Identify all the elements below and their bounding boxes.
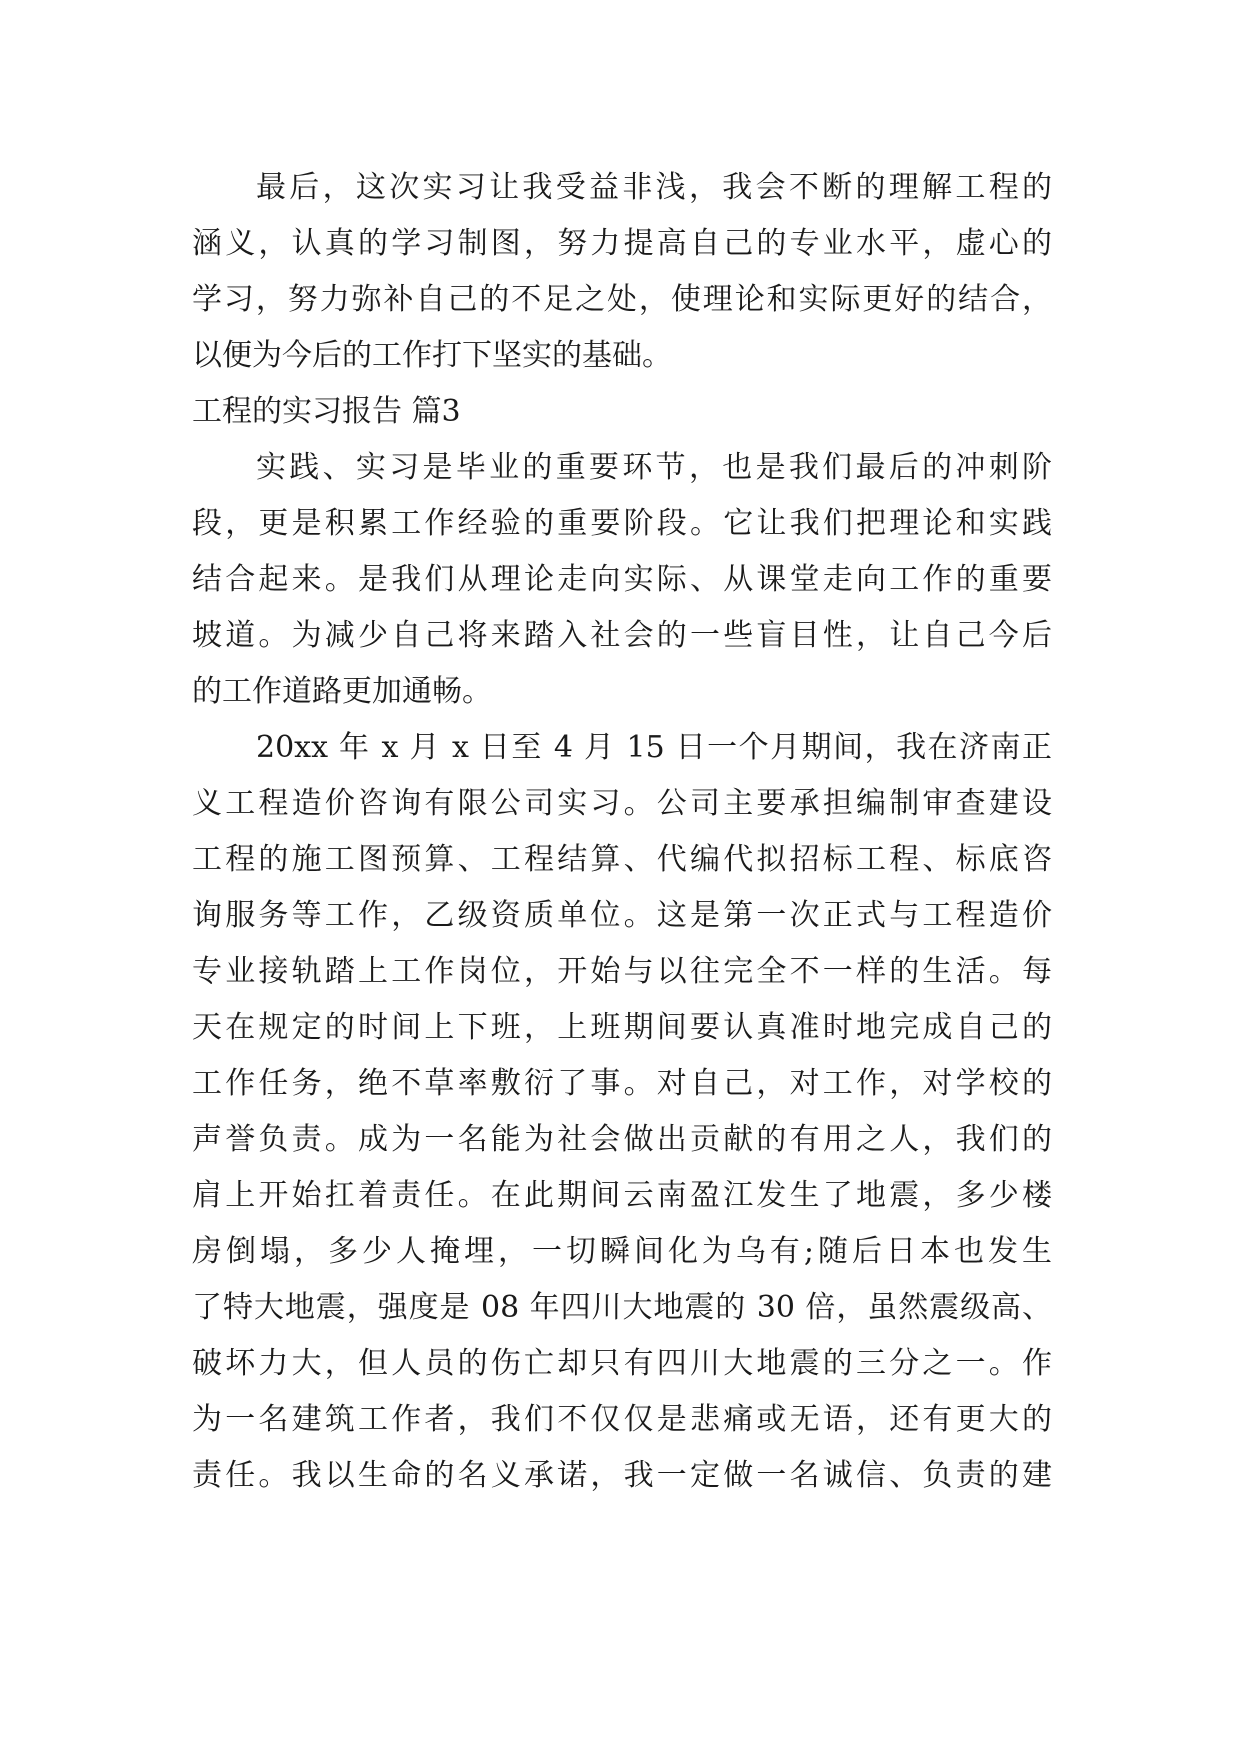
- paragraph-line: 工程的施工图预算、工程结算、代编代拟招标工程、标底咨: [192, 842, 1052, 877]
- paragraph-line: 的工作道路更加通畅。: [192, 674, 492, 709]
- paragraph-1: [192, 160, 1052, 384]
- paragraph-line: 学习，努力弥补自己的不足之处，使理论和实际更好的结合，: [192, 282, 1052, 317]
- paragraph-line: 肩上开始扛着责任。在此期间云南盈江发生了地震，多少楼: [192, 1178, 1052, 1213]
- paragraph-line: 询服务等工作，乙级资质单位。这是第一次正式与工程造价: [192, 898, 1052, 933]
- paragraph-2: [192, 440, 1052, 720]
- paragraph-line: 20xx 年 x 月 x 日至 4 月 15 日一个月期间，我在济南正: [256, 730, 1052, 765]
- paragraph-line: 天在规定的时间上下班，上班期间要认真准时地完成自己的: [192, 1010, 1052, 1045]
- paragraph-line: 为一名建筑工作者，我们不仅仅是悲痛或无语，还有更大的: [192, 1402, 1052, 1437]
- paragraph-line: 涵义，认真的学习制图，努力提高自己的专业水平，虚心的: [192, 226, 1052, 261]
- paragraph-line: 责任。我以生命的名义承诺，我一定做一名诚信、负责的建: [192, 1458, 1052, 1493]
- paragraph-line: 义工程造价咨询有限公司实习。公司主要承担编制审查建设: [192, 786, 1052, 821]
- paragraph-line: 声誉负责。成为一名能为社会做出贡献的有用之人，我们的: [192, 1122, 1052, 1157]
- paragraph-3: [192, 720, 1052, 1504]
- paragraph-line: 实践、实习是毕业的重要环节，也是我们最后的冲刺阶: [256, 450, 1052, 485]
- paragraph-line: 房倒塌，多少人掩埋，一切瞬间化为乌有;随后日本也发生: [192, 1234, 1052, 1269]
- paragraph-line: 工作任务，绝不草率敷衍了事。对自己，对工作，对学校的: [192, 1066, 1052, 1101]
- paragraph-line: 专业接轨踏上工作岗位，开始与以往完全不一样的生活。每: [192, 954, 1052, 989]
- paragraph-line: 坡道。为减少自己将来踏入社会的一些盲目性，让自己今后: [192, 618, 1052, 653]
- paragraph-line: 以便为今后的工作打下坚实的基础。: [192, 338, 672, 373]
- document-body: [192, 160, 1052, 1504]
- paragraph-line: 段，更是积累工作经验的重要阶段。它让我们把理论和实践: [192, 506, 1052, 541]
- paragraph-line: 了特大地震，强度是 08 年四川大地震的 30 倍，虽然震级高、: [192, 1290, 1052, 1325]
- paragraph-line: 破坏力大，但人员的伤亡却只有四川大地震的三分之一。作: [192, 1346, 1052, 1381]
- section-heading: 工程的实习报告 篇3: [192, 394, 461, 429]
- paragraph-line: 结合起来。是我们从理论走向实际、从课堂走向工作的重要: [192, 562, 1052, 597]
- paragraph-line: 最后，这次实习让我受益非浅，我会不断的理解工程的: [256, 170, 1052, 205]
